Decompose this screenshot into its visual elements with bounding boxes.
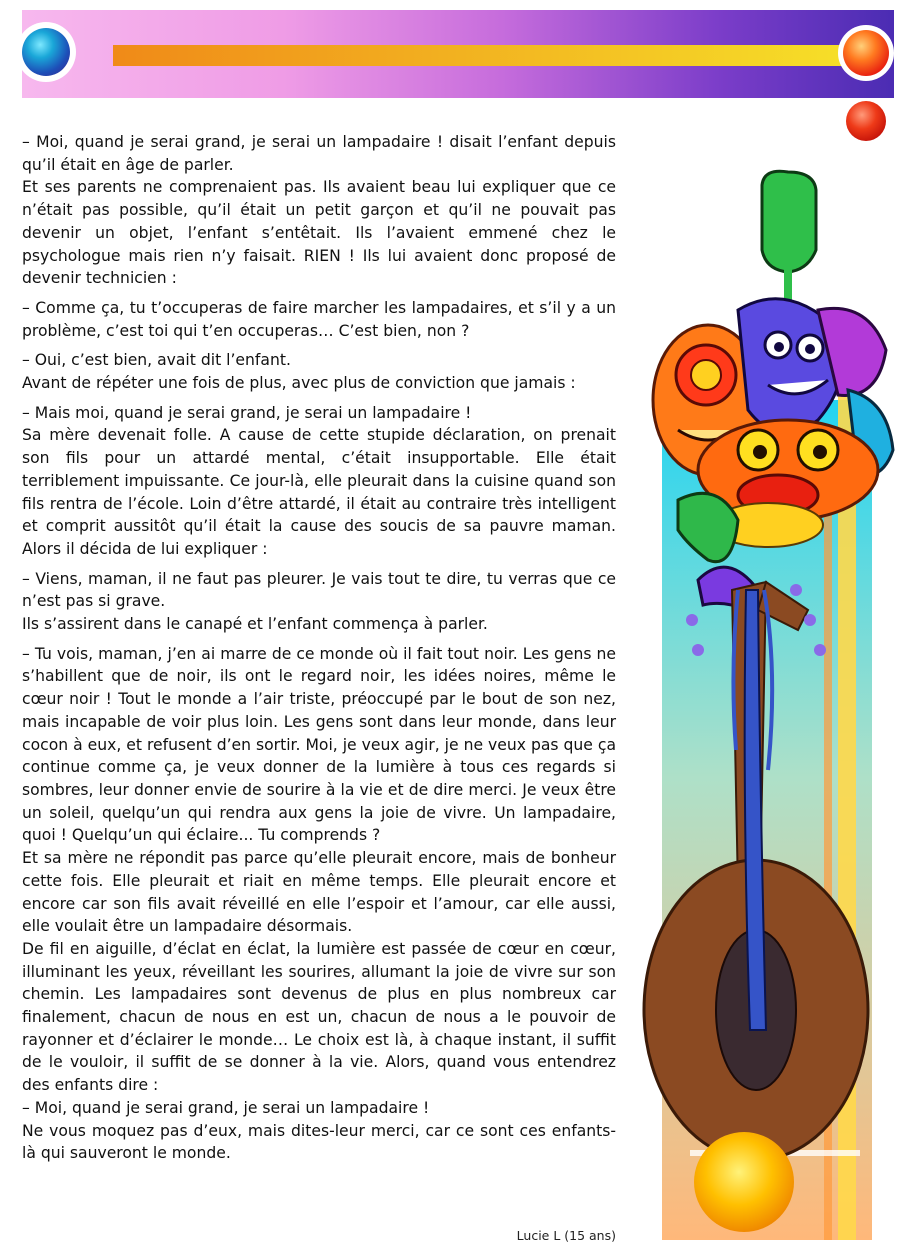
paragraph: Ne vous moquez pas d’eux, mais dites-leur merci, car ce sont ces enfants-là qui sauveront le monde.: [22, 1121, 616, 1163]
header-gradient-bar: [113, 45, 848, 66]
paragraph: Avant de répéter une fois de plus, avec plus de conviction que jamais :: [22, 374, 576, 393]
orange-sphere-icon: [843, 30, 889, 76]
paragraph: – Mais moi, quand je serai grand, je serai un lampadaire !: [22, 403, 472, 422]
paragraph: – Oui, c’est bien, avait dit l’enfant.: [22, 351, 291, 370]
paragraph: Ils s’assirent dans le canapé et l’enfant commença à parler.: [22, 615, 488, 634]
lamppost-faces-drawing-icon: [638, 150, 906, 1240]
sun-icon: [694, 1132, 794, 1232]
red-sphere-icon: [846, 101, 886, 141]
story-text: [22, 131, 616, 1165]
paragraph: – Comme ça, tu t’occuperas de faire marcher les lampadaires, et s’il y a un problème, c’est toi qui t’en occuperas… C’est bien, non ?: [22, 298, 616, 340]
paragraph: Et ses parents ne comprenaient pas. Ils avaient beau lui expliquer que ce n’était pas possible, qu’il était un petit garçon et qu’il ne pouvait pas devenir un objet, l’enfant s’entêtait. Ils l’avaient emmené chez le psychologue mais rien n’y faisait. RIEN ! Ils lui avaient donc proposé de devenir technicien :: [22, 178, 616, 288]
paragraph: Sa mère devenait folle. A cause de cette stupide déclaration, on prenait son fils pour un attardé mental, c’était insupportable. Elle était terriblement impuissante. Ce jour-là, elle pleurait dans la cuisine quand son fils rentra de l’école. Loin d’être attardé, il était au contraire très intelligent et comprit aussitôt qu’il était la cause des soucis de sa pauvre maman. Alors il décida de lui expliquer :: [22, 426, 616, 558]
paragraph: – Moi, quand je serai grand, je serai un lampadaire ! disait l’enfant depuis qu’il était en âge de parler.: [22, 133, 616, 174]
paragraph: – Viens, maman, il ne faut pas pleurer. Je vais tout te dire, tu verras que ce n’est pas si grave.: [22, 569, 616, 611]
paragraph: – Moi, quand je serai grand, je serai un lampadaire !: [22, 1098, 430, 1117]
paragraph: De fil en aiguille, d’éclat en éclat, la lumière est passée de cœur en cœur, illuminant les yeux, réveillant les sourires, allumant la joie de vivre sur son chemin. Les lampadaires sont devenus de plus en plus nombreux car finalement, chacun de nous en est un, chacun de nous a le pouvoir de rayonner et d’éclairer le monde… Le choix est là, à chaque instant, il suffit de le vouloir, il suffit de se donner à la vie. Alors, quand vous entendrez des enfants dire :: [22, 939, 616, 1095]
paragraph: Et sa mère ne répondit pas parce qu’elle pleurait encore, mais de bonheur cette fois. Elle pleurait et riait en même temps. Elle pleurait encore et encore car son fils avait réveillé en elle l’espoir et l’amour, car elle aussi, elle voulait être un lampadaire désormais.: [22, 849, 616, 936]
paragraph: – Tu vois, maman, j’en ai marre de ce monde où il fait tout noir. Les gens ne s’habillent que de noir, ils ont le regard noir, les idées noires, même le cœur noir ! Tout le monde a l’air triste, préoccupé par le bout de son nez, mais incapable de voir plus loin. Les gens sont dans leur monde, dans leur cocon à eux, et refusent d’en sortir. Moi, je veux agir, je ne veux pas que ça continue comme ça, je veux donner de la lumière à tous ces regards si sombres, leur donner envie de sourire à la vie et de dire merci. Je veux être un soleil, quelqu’un qui rendra aux gens la joie de vivre. Un lampadaire, quoi ! Quelqu’un qui éclaire... Tu comprends ?: [22, 644, 616, 845]
blue-sphere-icon: [22, 28, 70, 76]
signature: Lucie L (15 ans): [516, 1228, 616, 1243]
